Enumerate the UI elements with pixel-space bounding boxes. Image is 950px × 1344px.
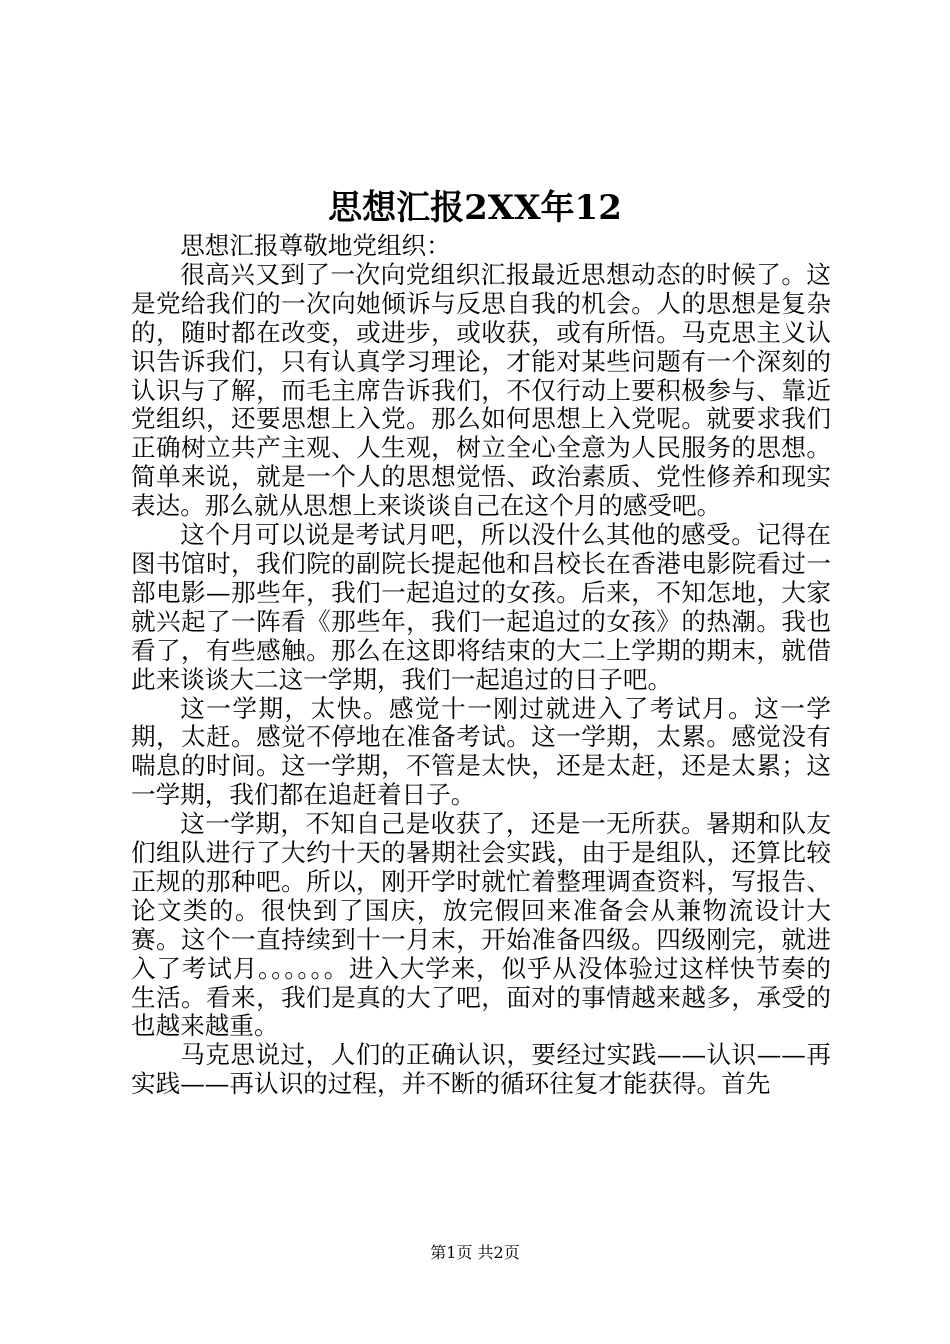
page-title: 思想汇报2XX年12	[328, 188, 622, 228]
page-footer: 第1页 共2页	[430, 1243, 520, 1262]
paragraph-5: 马克思说过，人们的正确认识，要经过实践——认识——再实践——再认识的过程，并不断的循环往复才能获得。首先	[131, 1040, 831, 1099]
paragraph-4: 这一学期，不知自己是收获了，还是一无所获。暑期和队友们组队进行了大约十天的暑期社会实践，由于是组队，还算比较正规的那种吧。所以，刚开学时就忙着整理调查资料，写报告、论文类的。很快到了国庆，放完假回来准备会从兼物流设计大赛。这个一直持续到十一月末，开始准备四级。四级刚完，就进入了考试月。。。。。。进入大学来，似乎从没体验过这样快节奏的生活。看来，我们是真的大了吧，面对的事情越来越多，承受的也越来越重。	[131, 809, 831, 1041]
paragraph-2: 这个月可以说是考试月吧，所以没什么其他的感受。记得在图书馆时，我们院的副院长提起他和吕校长在香港电影院看过一部电影—那些年，我们一起追过的女孩。后来，不知怎地，大家就兴起了一阵看《那些年，我们一起追过的女孩》的热潮。我也看了，有些感触。那么在这即将结束的大二上学期的期末，就借此来谈谈大二这一学期，我们一起追过的日子吧。	[131, 520, 831, 694]
paragraph-3: 这一学期，太快。感觉十一刚过就进入了考试月。这一学期，太赶。感觉不停地在准备考试。这一学期，太累。感觉没有喘息的时间。这一学期，不管是太快，还是太赶，还是太累；这一学期，我们都在追赶着日子。	[131, 693, 831, 810]
paragraph-salutation: 思想汇报尊敬地党组织：	[180, 231, 451, 260]
paragraph-1: 很高兴又到了一次向党组织汇报最近思想动态的时候了。这是党给我们的一次向她倾诉与反思自我的机会。人的思想是复杂的，随时都在改变，或进步，或收获，或有所悟。马克思主义认识告诉我们，只有认真学习理论，才能对某些问题有一个深刻的认识与了解，而毛主席告诉我们，不仅行动上要积极参与、靠近党组织，还要思想上入党。那么如何思想上入党呢。就要求我们正确树立共产主观、人生观，树立全心全意为人民服务的思想。简单来说，就是一个人的思想觉悟、政治素质、党性修养和现实表达。那么就从思想上来谈谈自己在这个月的感受吧。	[131, 259, 831, 521]
document-body	[131, 232, 831, 1099]
